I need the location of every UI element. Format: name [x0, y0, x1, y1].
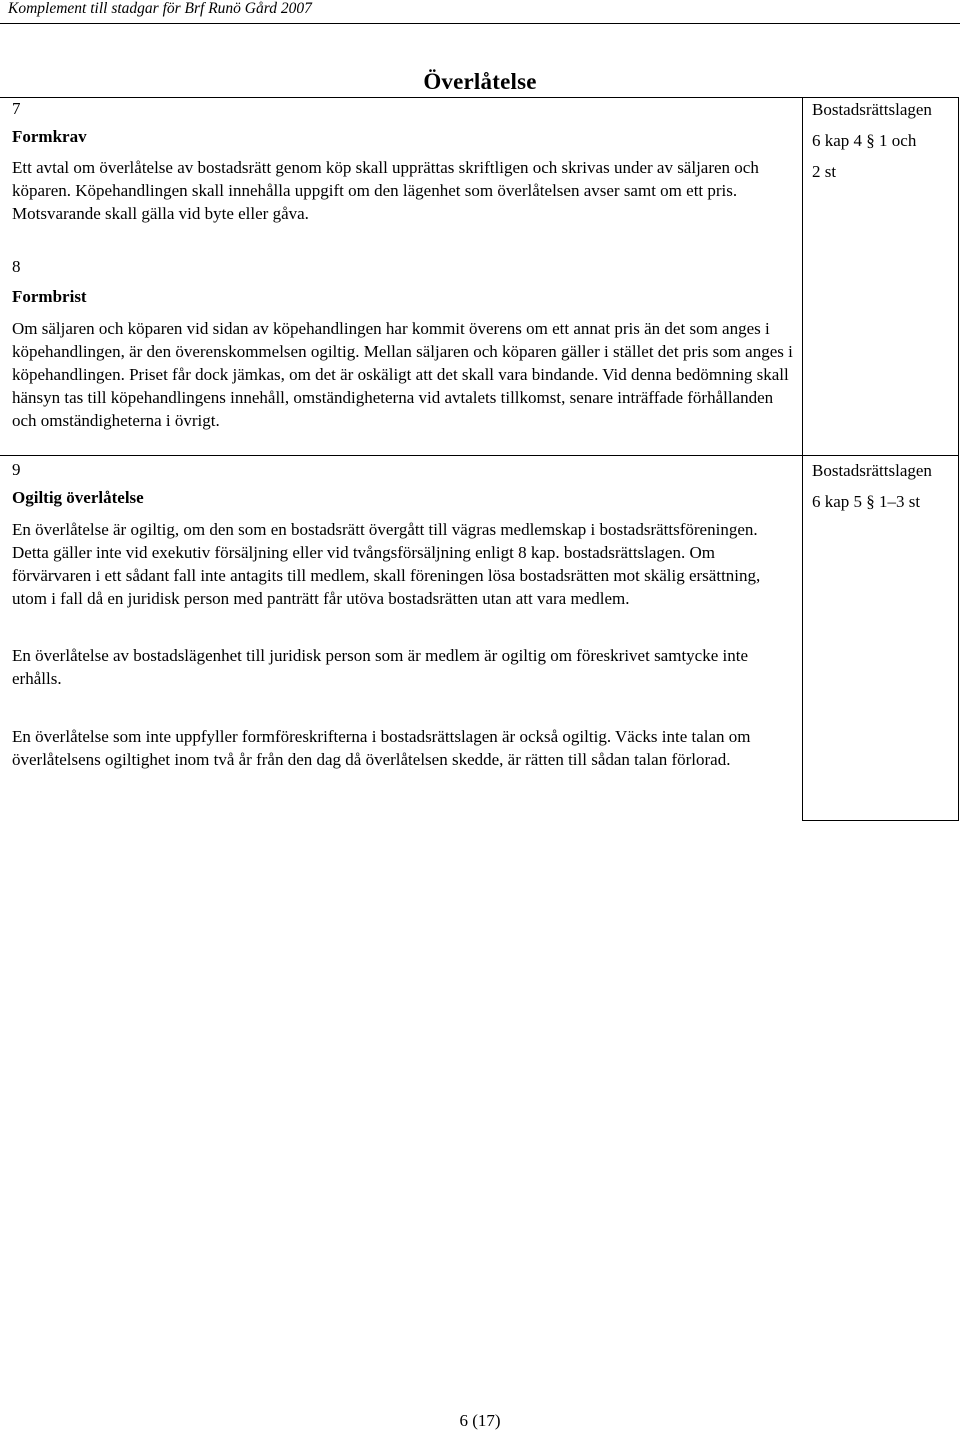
reference-7: [812, 94, 958, 187]
paragraph-heading: Ogiltig överlåtelse: [12, 488, 144, 507]
reference-subsection: 2 st: [812, 162, 837, 181]
paragraph-number: 9: [12, 460, 21, 479]
running-header: Komplement till stadgar för Brf Runö Gård 2007: [8, 0, 312, 17]
reference-chapter: 6 kap 4 § 1 och: [812, 131, 917, 150]
reference-chapter: 6 kap 5 § 1–3 st: [812, 492, 921, 511]
paragraph-number: 8: [12, 257, 21, 276]
section-title: Överlåtelse: [423, 69, 537, 94]
paragraph-text: Om säljaren och köparen vid sidan av köpehandlingen har kommit överens om ett annat pris än det som anges i köpehandlingen, är den överenskommelsen ogiltig. Mellan säljaren och köparen gäller i stället det pris som anges i köpehandlingen. Priset får dock jämkas, om det är oskäligt att det skall vara bindande. Vid denna bedömning skall hänsyn tas till köpehandlingens innehåll, omständigheterna vid avtalets tillkomst, senare inträffade förhållanden och omständigheterna i övrigt.: [12, 319, 793, 430]
paragraph-heading: Formbrist: [12, 287, 87, 306]
paragraph-text: Ett avtal om överlåtelse av bostadsrätt genom köp skall upprättas skriftligen och skrivas under av säljaren och köparen. Köpehandlingen skall innehålla uppgift om den lägenhet som överlåtelsen avser samt om ett pris. Motsvarande skall gälla vid byte eller gåva.: [12, 158, 759, 223]
paragraph-9: [12, 459, 796, 771]
paragraph-number: 7: [12, 99, 21, 118]
header-divider: [0, 23, 960, 24]
paragraph-text-2: En överlåtelse av bostadslägenhet till juridisk person som är medlem är ogiltig om föreskrivet samtycke inte erhålls.: [12, 646, 749, 688]
paragraph-text-3: En överlåtelse som inte uppfyller formföreskrifterna i bostadsrättslagen är också ogiltig. Väcks inte talan om överlåtelsens ogiltighet inom två år från den dag då överlåtelsen skedde, är rätten till sådan talan förlorad.: [12, 727, 751, 769]
page-number: 6 (17): [459, 1411, 501, 1430]
reference-law: Bostadsrättslagen: [812, 100, 932, 119]
paragraph-8: [12, 256, 796, 432]
reference-column-bottom-border: [802, 820, 959, 821]
paragraph-heading: Formkrav: [12, 127, 87, 146]
paragraph-text: En överlåtelse är ogiltig, om den som en bostadsrätt övergått till vägras medlemskap i bostadsrättsföreningen. Detta gäller inte vid exekutiv försäljning eller vid tvångsförsäljning enligt 8 kap. bostadsrättslagen. Om förvärvaren i ett sådant fall inte antagits till medlem, skall föreningen lösa bostadsrätten mot skälig ersättning, utom i fall då en juridisk person med panträtt får utöva bostadsrätten utan att vara medlem.: [12, 520, 761, 608]
reference-column-border: [802, 97, 803, 820]
paragraph-7: [12, 98, 796, 225]
reference-law: Bostadsrättslagen: [812, 461, 932, 480]
table-right-border: [958, 97, 959, 820]
reference-9: [812, 455, 958, 517]
